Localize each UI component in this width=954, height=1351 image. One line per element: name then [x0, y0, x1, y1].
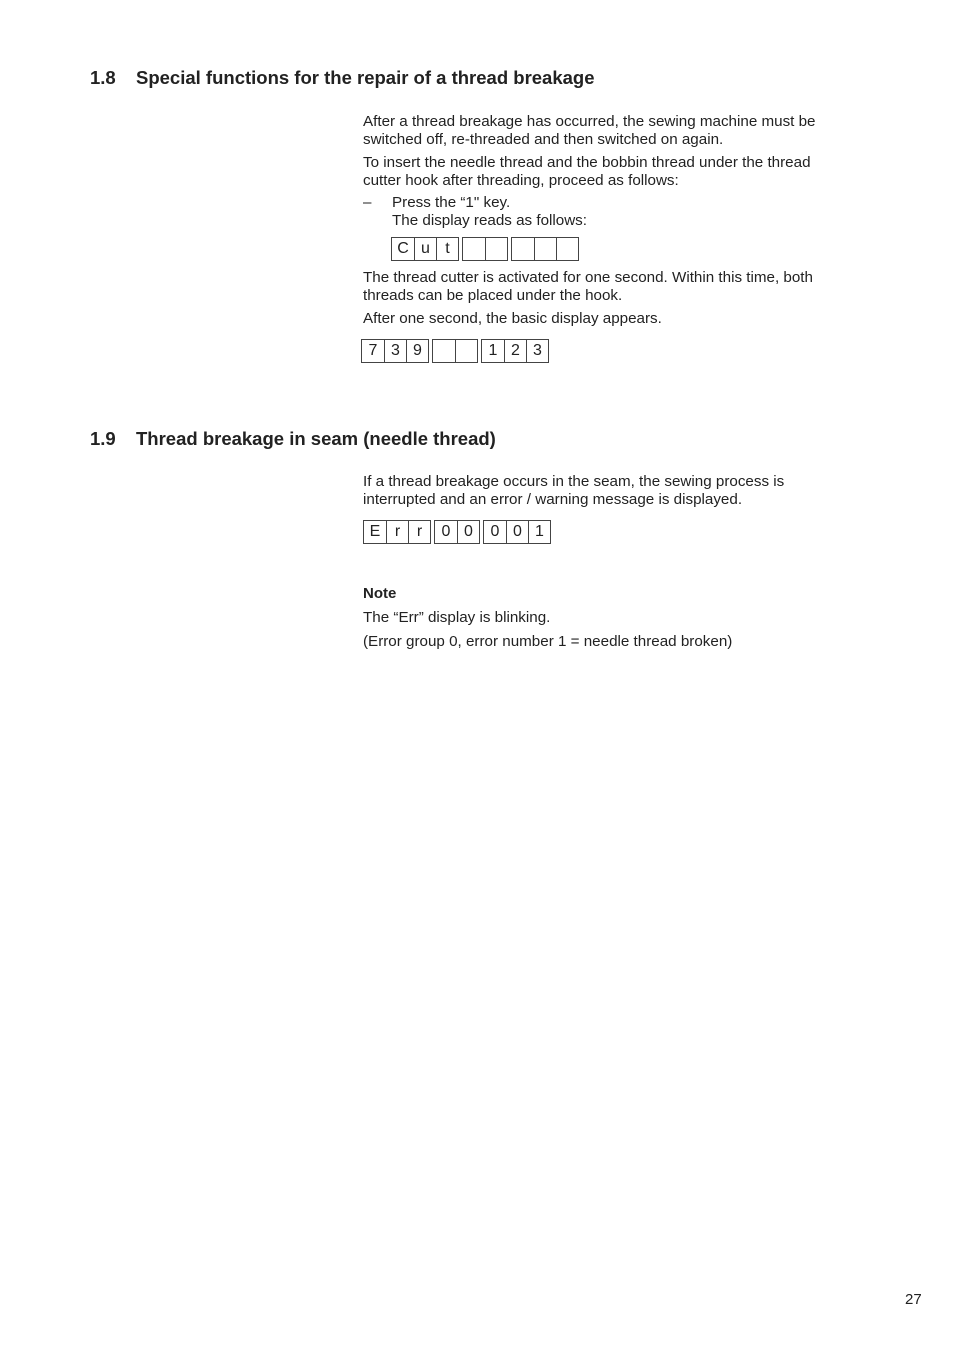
display-cell: C	[397, 240, 409, 257]
display-group	[483, 520, 551, 544]
display-group	[481, 339, 549, 363]
display-cell: 3	[526, 340, 548, 362]
display-group	[462, 237, 508, 261]
display-group	[361, 339, 429, 363]
display-cell: 0	[490, 523, 500, 540]
display-cell: 0	[441, 523, 451, 540]
display-cell: E	[369, 523, 381, 540]
note-text	[363, 609, 903, 627]
paragraph-line: cutter hook after threading, proceed as follows:	[363, 171, 679, 189]
display-cell: 0	[506, 521, 528, 543]
note-text	[363, 633, 903, 651]
paragraph-line: The thread cutter is activated for one second. Within this time, both	[363, 269, 813, 286]
section-1-8-cutter-info	[363, 269, 903, 304]
display-cell: r	[408, 521, 430, 543]
section-1-9-intro	[363, 473, 903, 508]
display-cell: r	[386, 521, 408, 543]
display-cell	[463, 238, 485, 260]
display-group	[434, 520, 480, 544]
section-1-8-intro	[363, 113, 903, 148]
section-1-8-heading	[90, 67, 595, 89]
display-cell: 9	[406, 340, 428, 362]
step-line: Press the “1" key.	[392, 194, 511, 211]
section-1-8-basic-info	[363, 310, 903, 328]
display-group	[363, 520, 431, 544]
display-cell: 3	[384, 340, 406, 362]
display-group	[511, 237, 579, 261]
note-block	[363, 585, 903, 603]
display-cell: 1	[488, 342, 498, 359]
paragraph-line: switched off, re-threaded and then switched on again.	[363, 130, 724, 148]
section-1-9-heading	[90, 428, 496, 450]
display-cut	[391, 237, 579, 261]
display-cell	[455, 340, 477, 362]
step-line: The display reads as follows:	[392, 211, 587, 229]
paragraph-line: threads can be placed under the hook.	[363, 286, 623, 304]
page-number: 27	[905, 1291, 922, 1308]
section-number: 1.9	[90, 428, 116, 449]
dash-bullet: –	[363, 194, 372, 211]
note-line: The “Err” display is blinking.	[363, 609, 551, 626]
display-cell: 0	[457, 521, 479, 543]
display-err	[363, 520, 551, 544]
section-title: Thread breakage in seam (needle thread)	[136, 428, 496, 449]
display-cell: 7	[368, 342, 378, 359]
paragraph-line: After a thread breakage has occurred, the sewing machine must be	[363, 113, 816, 130]
display-cell	[485, 238, 507, 260]
note-title: Note	[363, 585, 397, 602]
display-cell	[512, 238, 534, 260]
display-cell: 2	[504, 340, 526, 362]
paragraph-line: To insert the needle thread and the bobbin thread under the thread	[363, 154, 811, 171]
display-basic	[361, 339, 549, 363]
display-cell: 1	[528, 521, 550, 543]
paragraph-line: If a thread breakage occurs in the seam, the sewing process is	[363, 473, 785, 490]
display-cell	[433, 340, 455, 362]
step-item	[363, 194, 932, 229]
display-cell: t	[436, 238, 458, 260]
section-1-8-instructions	[363, 154, 903, 189]
note-line: (Error group 0, error number 1 = needle thread broken)	[363, 633, 733, 650]
paragraph-line: interrupted and an error / warning message is displayed.	[363, 490, 743, 508]
display-group	[391, 237, 459, 261]
section-number: 1.8	[90, 67, 116, 88]
display-cell: u	[414, 238, 436, 260]
display-cell	[534, 238, 556, 260]
paragraph-line: After one second, the basic display appears.	[363, 310, 662, 327]
display-group	[432, 339, 478, 363]
display-cell	[556, 238, 578, 260]
section-title: Special functions for the repair of a thread breakage	[136, 67, 595, 88]
